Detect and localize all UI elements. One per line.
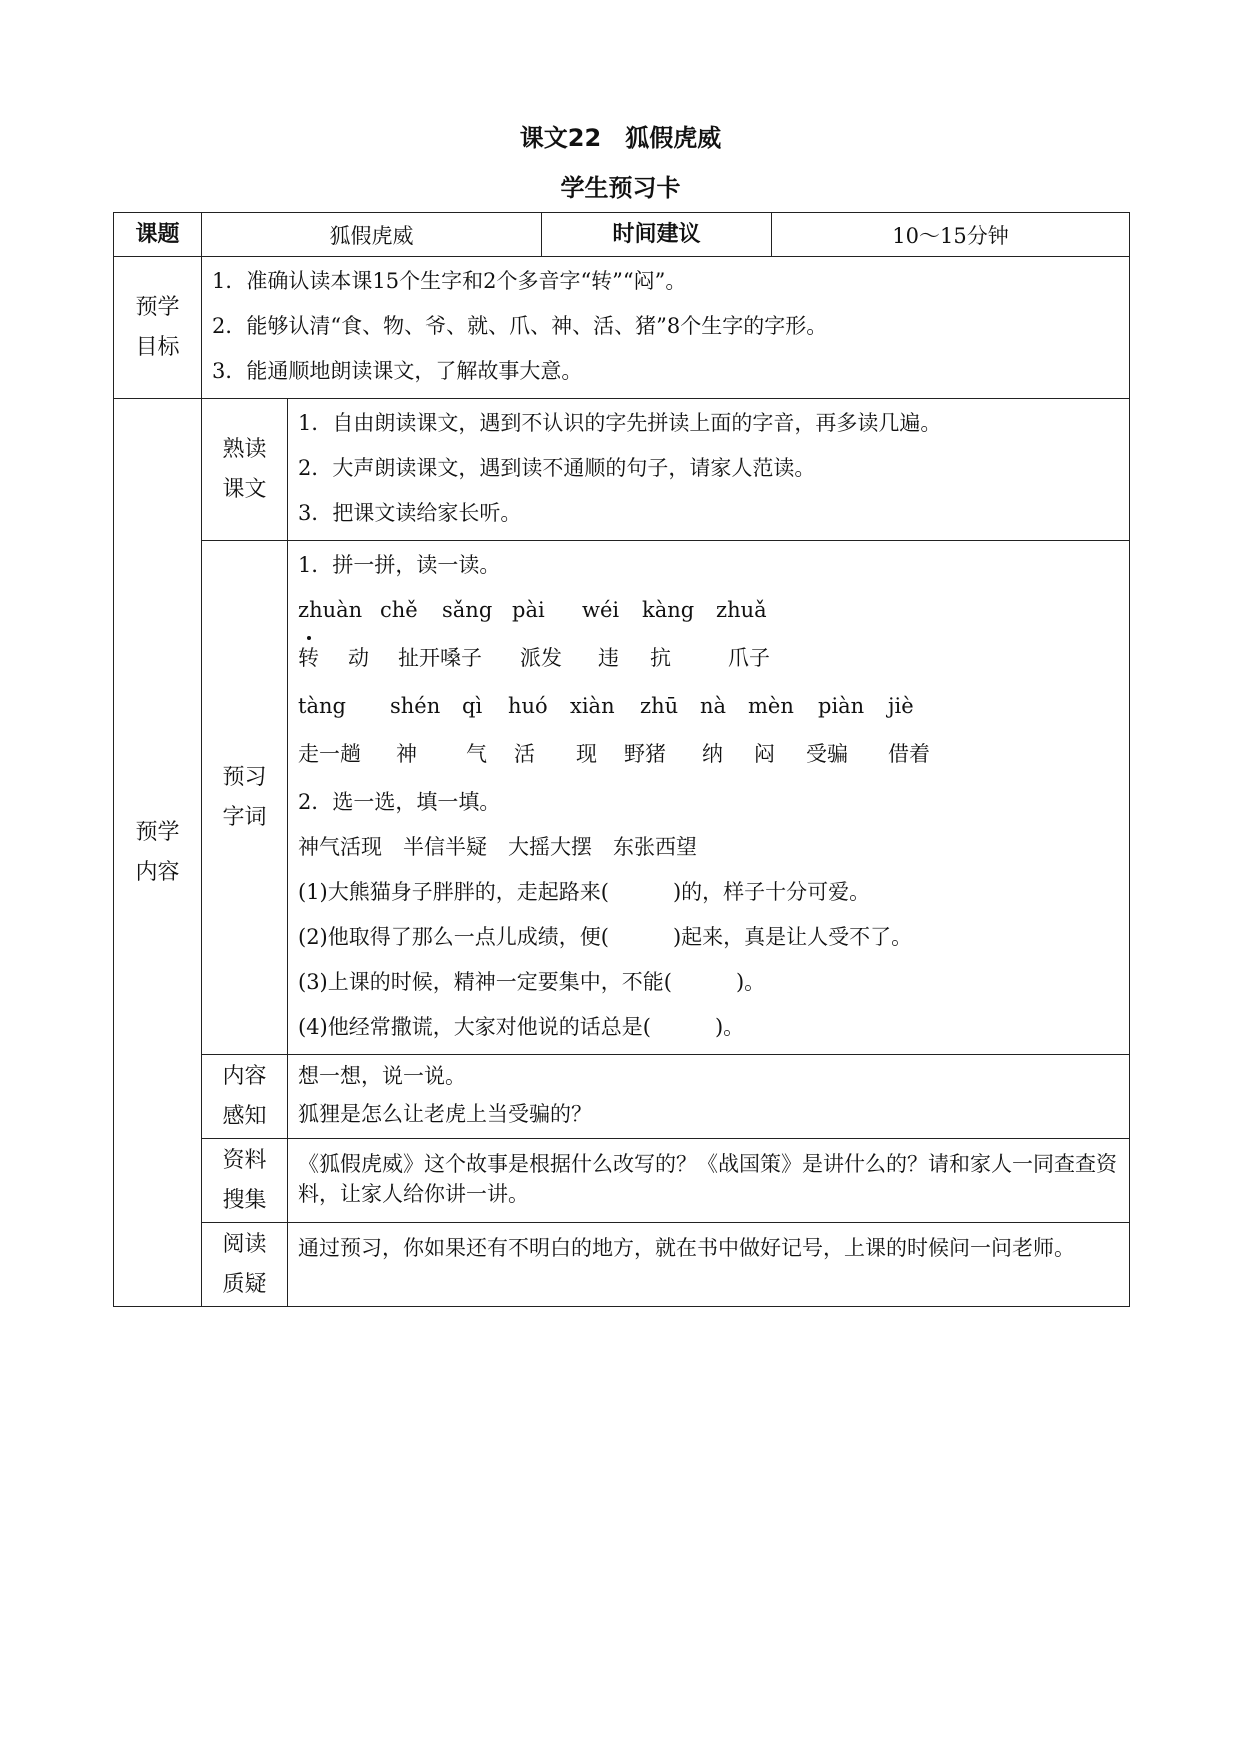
goals-content [202, 257, 1130, 399]
document-title: 课文22 狐假虎威 [519, 124, 722, 152]
pinyin: tàng [298, 694, 346, 718]
topic-label: 课题 [114, 213, 202, 257]
content-label [114, 399, 202, 1307]
words-task-1: 1．拼一拼，读一读。 [298, 553, 501, 577]
word: 纳 [702, 742, 723, 766]
goals-row [114, 257, 1130, 399]
word: 闷 [754, 742, 775, 766]
collect-label-1: 资料 [222, 1147, 267, 1173]
pinyin: sǎng [442, 598, 493, 622]
question-label-1: 阅读 [222, 1231, 267, 1257]
fill-question-1 [298, 870, 1119, 915]
content-label-1: 预学 [135, 819, 180, 845]
question-text: (4)他经常撒谎，大家对他说的话总是( [298, 1015, 651, 1039]
goals-label-2: 目标 [135, 334, 180, 360]
read-item: 2．大声朗读课文，遇到读不通顺的句子，请家人范读。 [298, 456, 816, 480]
header-row [114, 213, 1130, 257]
word: 违 [598, 646, 619, 670]
perceive-content [288, 1055, 1130, 1139]
word: 爪子 [728, 646, 770, 670]
read-text-label-1: 熟读 [222, 436, 267, 462]
question-text: 通过预习，你如果还有不明白的地方，就在书中做好记号，上课的时候问一问老师。 [298, 1236, 1075, 1260]
perceive-label [202, 1055, 288, 1139]
question-row [114, 1223, 1130, 1307]
dotted-word [298, 632, 319, 684]
question-text: (2)他取得了那么一点儿成绩，便( [298, 925, 609, 949]
read-text-content [288, 399, 1130, 541]
goals-label-1: 预学 [135, 294, 180, 320]
fill-question-2 [298, 915, 1119, 960]
pinyin: zhuàn [298, 598, 363, 622]
collect-label [202, 1139, 288, 1223]
collect-content [288, 1139, 1130, 1223]
pinyin: zhuǎ [716, 598, 767, 622]
document-subtitle: 学生预习卡 [560, 174, 681, 202]
words-label-2: 字词 [222, 804, 267, 830]
goal-item: 2．能够认清“食、物、爷、就、爪、神、活、猪”8个生字的字形。 [212, 314, 828, 338]
perceive-row [114, 1055, 1130, 1139]
perceive-line: 狐狸是怎么让老虎上当受骗的？ [298, 1102, 592, 1126]
idiom-options: 神气活现 半信半疑 大摇大摆 东张西望 [298, 835, 697, 859]
question-text: (3)上课的时候，精神一定要集中，不能( [298, 970, 672, 994]
pinyin-row-2 [298, 684, 1119, 728]
read-text-row [114, 399, 1130, 541]
pinyin: mèn [748, 694, 794, 718]
words-row [114, 541, 1130, 1055]
pinyin: piàn [818, 694, 865, 718]
preview-card-table [113, 212, 1130, 1307]
pinyin: wéi [582, 598, 620, 622]
question-text: )的，样子十分可爱。 [672, 880, 871, 904]
word: 派发 [520, 646, 562, 670]
word: 借着 [888, 742, 930, 766]
word: 活 [514, 742, 535, 766]
word: 抗 [650, 646, 671, 670]
word: 气 [466, 742, 487, 766]
word: 神 [396, 742, 417, 766]
pinyin: chě [380, 598, 418, 622]
question-text: )。 [735, 970, 766, 994]
perceive-label-1: 内容 [222, 1063, 267, 1089]
pinyin: jiè [888, 694, 914, 718]
pinyin-row-1 [298, 588, 1119, 632]
read-text-label [202, 399, 288, 541]
word: 动 [348, 646, 369, 670]
words-task-2: 2．选一选，填一填。 [298, 790, 501, 814]
hanzi-row-1 [298, 632, 1119, 684]
question-content [288, 1223, 1130, 1307]
goal-item: 1．准确认读本课15个生字和2个多音字“转”“闷”。 [212, 269, 687, 293]
question-label [202, 1223, 288, 1307]
fill-question-3 [298, 960, 1119, 1005]
question-label-2: 质疑 [222, 1271, 267, 1297]
words-content [288, 541, 1130, 1055]
word: 受骗 [806, 742, 848, 766]
pinyin: qì [462, 694, 483, 718]
pinyin: pài [512, 598, 545, 622]
fill-question-4 [298, 1005, 1119, 1050]
read-item: 3．把课文读给家长听。 [298, 501, 522, 525]
word: 现 [576, 742, 597, 766]
time-label: 时间建议 [542, 213, 772, 257]
pinyin: zhū [640, 694, 679, 718]
goals-label [114, 257, 202, 399]
collect-text: 《狐假虎威》这个故事是根据什么改写的？《战国策》是讲什么的？请和家人一同查查资料，让家人给你讲一讲。 [298, 1152, 1117, 1206]
question-text: )起来，真是让人受不了。 [672, 925, 913, 949]
pinyin: xiàn [570, 694, 615, 718]
perceive-label-2: 感知 [222, 1103, 267, 1129]
collect-row [114, 1139, 1130, 1223]
words-label [202, 541, 288, 1055]
question-text: )。 [714, 1015, 745, 1039]
pinyin: nà [700, 694, 727, 718]
word: 转 [298, 632, 319, 684]
hanzi-row-2 [298, 728, 1119, 780]
question-text: (1)大熊猫身子胖胖的，走起路来( [298, 880, 609, 904]
time-value: 10～15分钟 [772, 213, 1130, 257]
pinyin: huó [508, 694, 548, 718]
read-item: 1．自由朗读课文，遇到不认识的字先拼读上面的字音，再多读几遍。 [298, 411, 942, 435]
perceive-line: 想一想，说一说。 [298, 1064, 466, 1088]
pinyin: shén [390, 694, 441, 718]
word: 野猪 [624, 742, 666, 766]
read-text-label-2: 课文 [222, 476, 267, 502]
collect-label-2: 搜集 [222, 1187, 267, 1213]
words-label-1: 预习 [222, 764, 267, 790]
content-label-2: 内容 [135, 859, 180, 885]
goal-item: 3．能通顺地朗读课文，了解故事大意。 [212, 359, 583, 383]
word: 走一趟 [298, 742, 361, 766]
word: 扯开嗓子 [398, 646, 482, 670]
topic-value: 狐假虎威 [202, 213, 542, 257]
pinyin: kàng [642, 598, 695, 622]
